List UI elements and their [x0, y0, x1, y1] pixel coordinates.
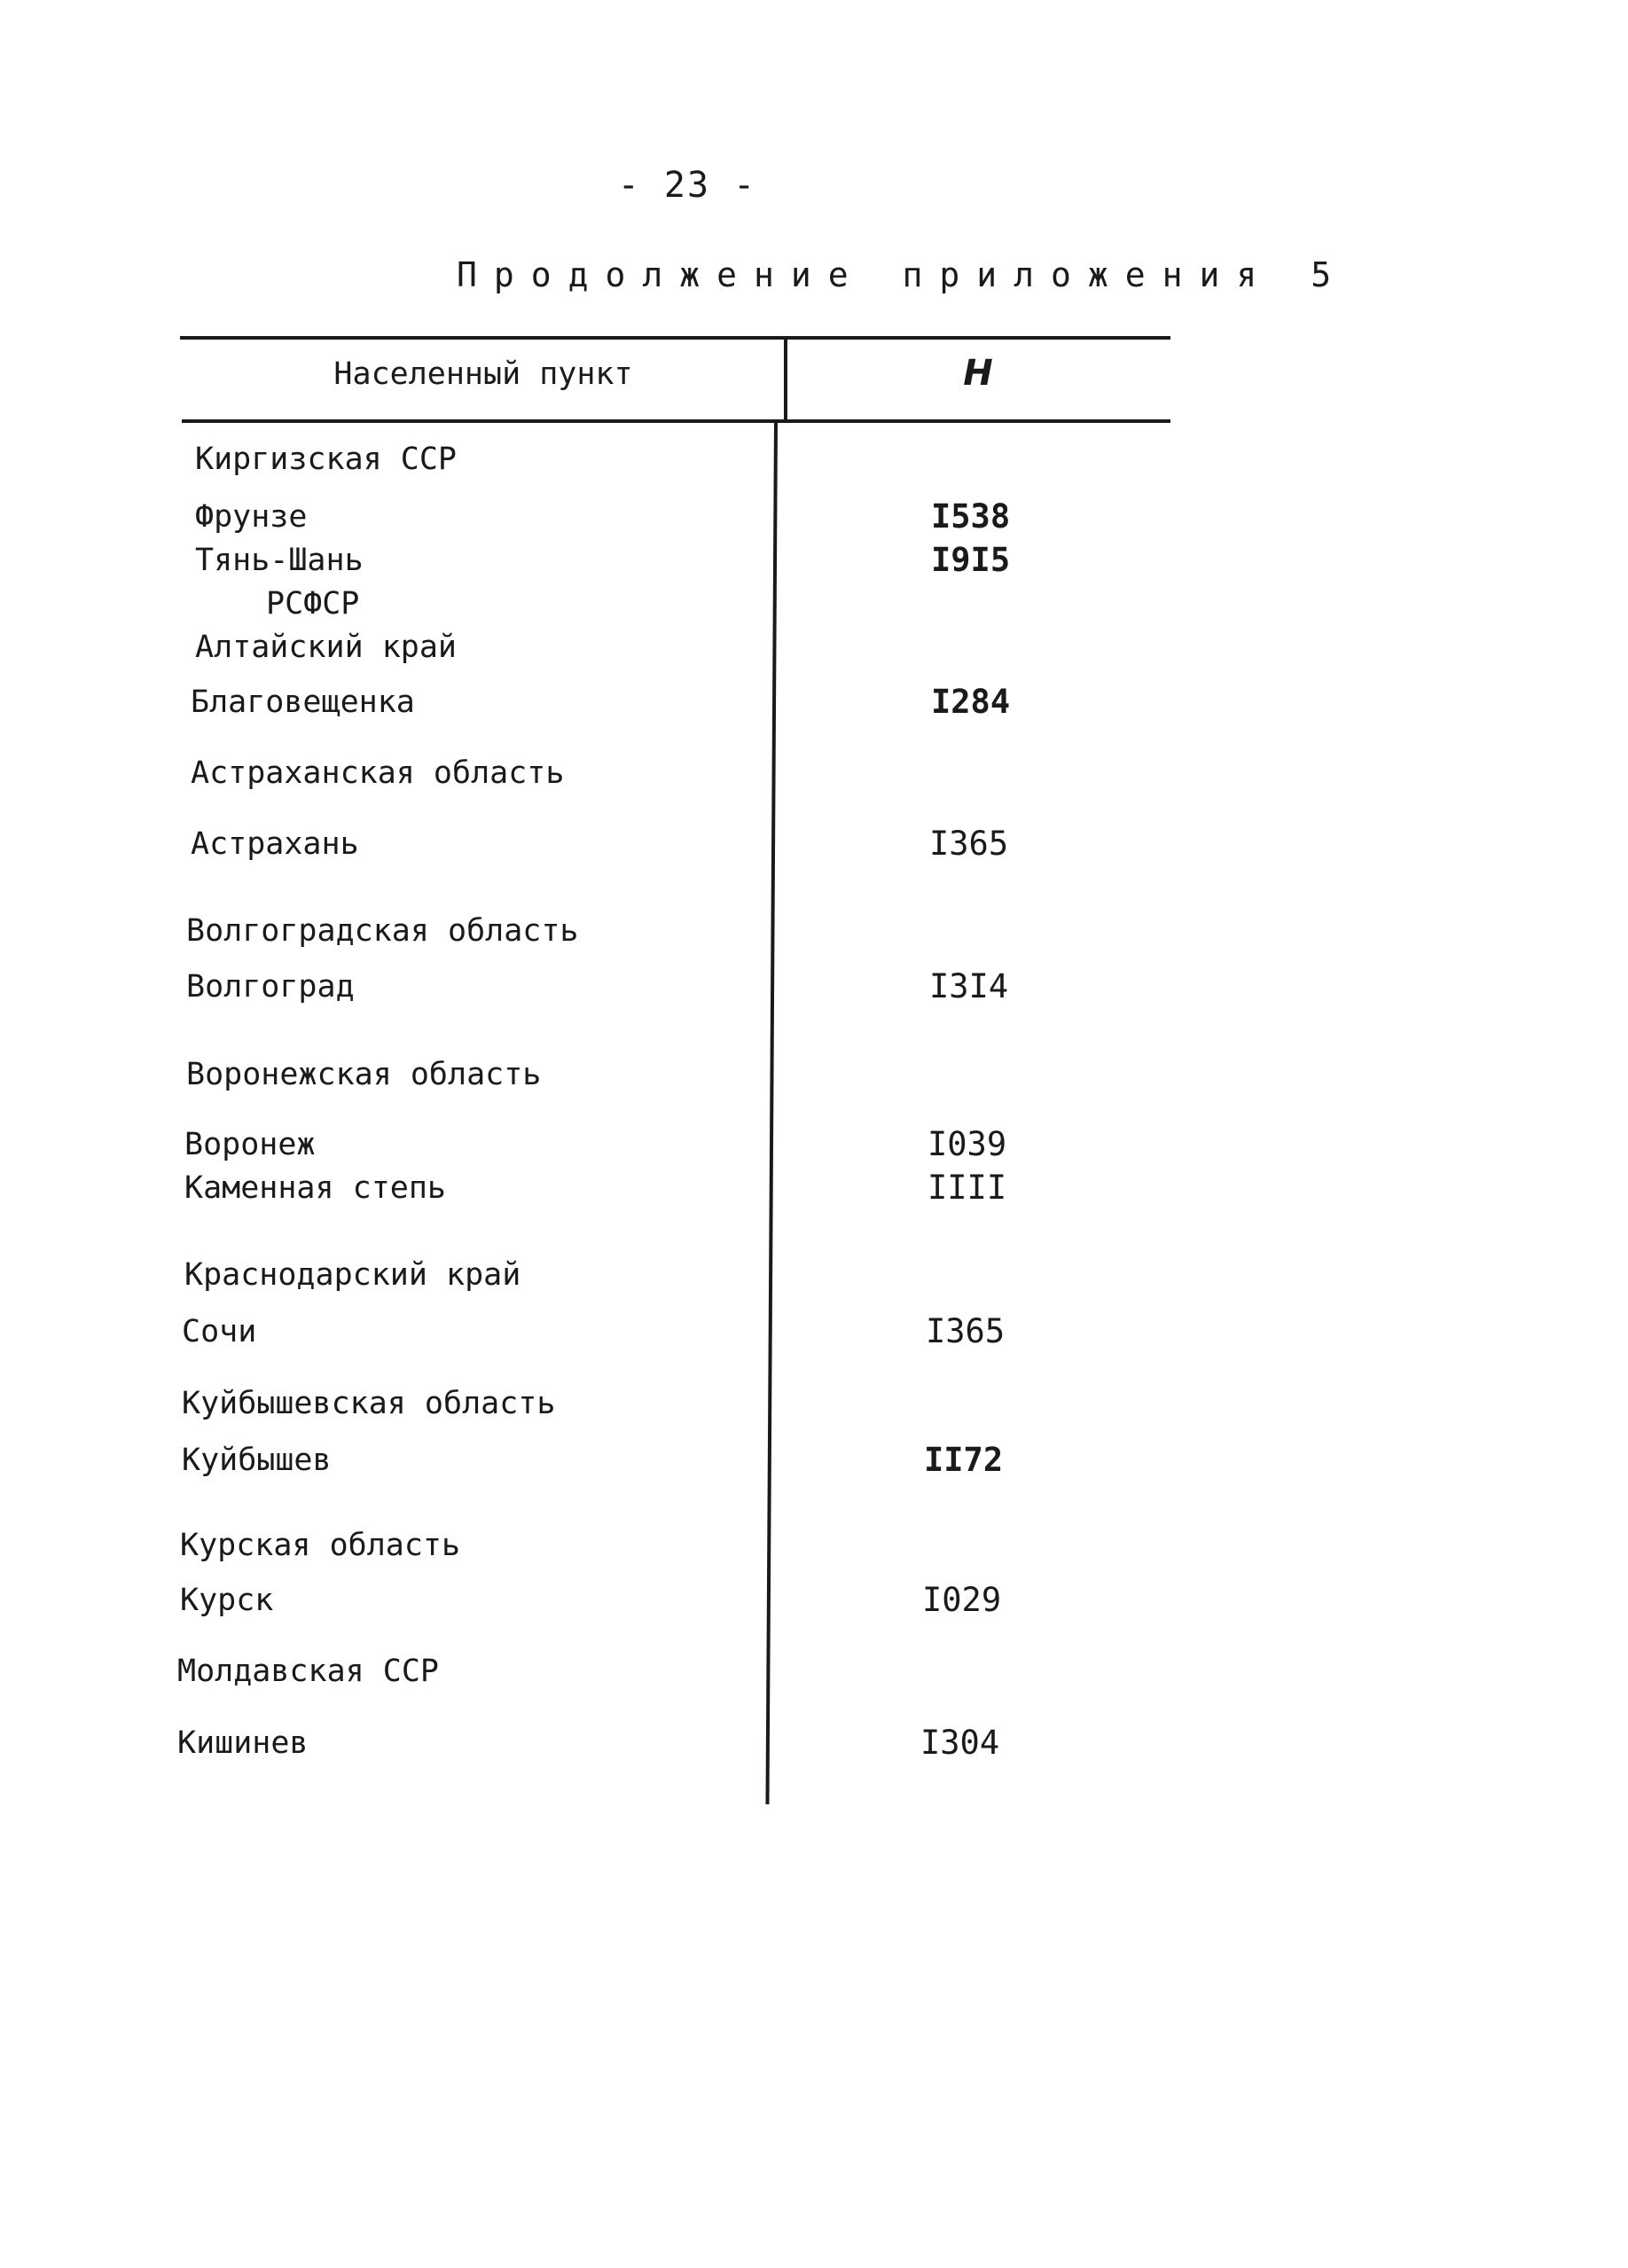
place-label: Волгоград: [186, 969, 355, 1005]
place-label: Каменная степь: [184, 1170, 447, 1206]
region-label: Молдавская ССР: [177, 1654, 440, 1689]
column-header-place: Населенный пункт: [333, 356, 633, 392]
region-label: Краснодарский край: [184, 1257, 521, 1293]
region-label: Куйбышевская область: [182, 1386, 556, 1421]
place-value: I538: [931, 497, 1011, 536]
place-value: I9I5: [931, 541, 1011, 579]
region-label: Воронежская область: [186, 1057, 542, 1092]
place-label: Тянь-Шань: [195, 543, 364, 578]
place-value: I039: [927, 1125, 1007, 1163]
place-value: I284: [931, 683, 1011, 721]
table-top-rule: [180, 336, 1170, 340]
region-label: Алтайский край: [195, 630, 458, 665]
place-label: Астрахань: [191, 826, 359, 862]
continuation-heading: Продолжение приложения 5: [457, 255, 1349, 294]
region-label: Киргизская ССР: [195, 442, 458, 477]
region-label: Курская область: [180, 1528, 461, 1563]
place-label: Фрунзе: [195, 499, 308, 535]
region-label: Волгоградская область: [186, 913, 579, 949]
place-label: Воронеж: [184, 1127, 316, 1162]
region-label: РСФСР: [266, 586, 360, 622]
table-header-rule: [182, 419, 1170, 423]
place-label: Кишинев: [177, 1725, 309, 1761]
place-label: Куйбышев: [182, 1443, 332, 1478]
place-label: Сочи: [182, 1314, 257, 1349]
place-value: I029: [922, 1581, 1002, 1619]
place-value: IIII: [927, 1169, 1007, 1207]
place-label: Курск: [180, 1583, 274, 1618]
place-value: I365: [926, 1312, 1006, 1350]
column-header-h: Н: [963, 353, 993, 394]
place-value: I304: [920, 1724, 1000, 1762]
page-number: - 23 -: [617, 165, 757, 206]
place-value: I365: [929, 825, 1009, 863]
place-value: II72: [924, 1441, 1004, 1479]
place-value: I3I4: [929, 967, 1009, 1005]
region-label: Астраханская область: [191, 755, 565, 791]
place-label: Благовещенка: [191, 684, 415, 720]
column-divider-body: [765, 421, 778, 1804]
